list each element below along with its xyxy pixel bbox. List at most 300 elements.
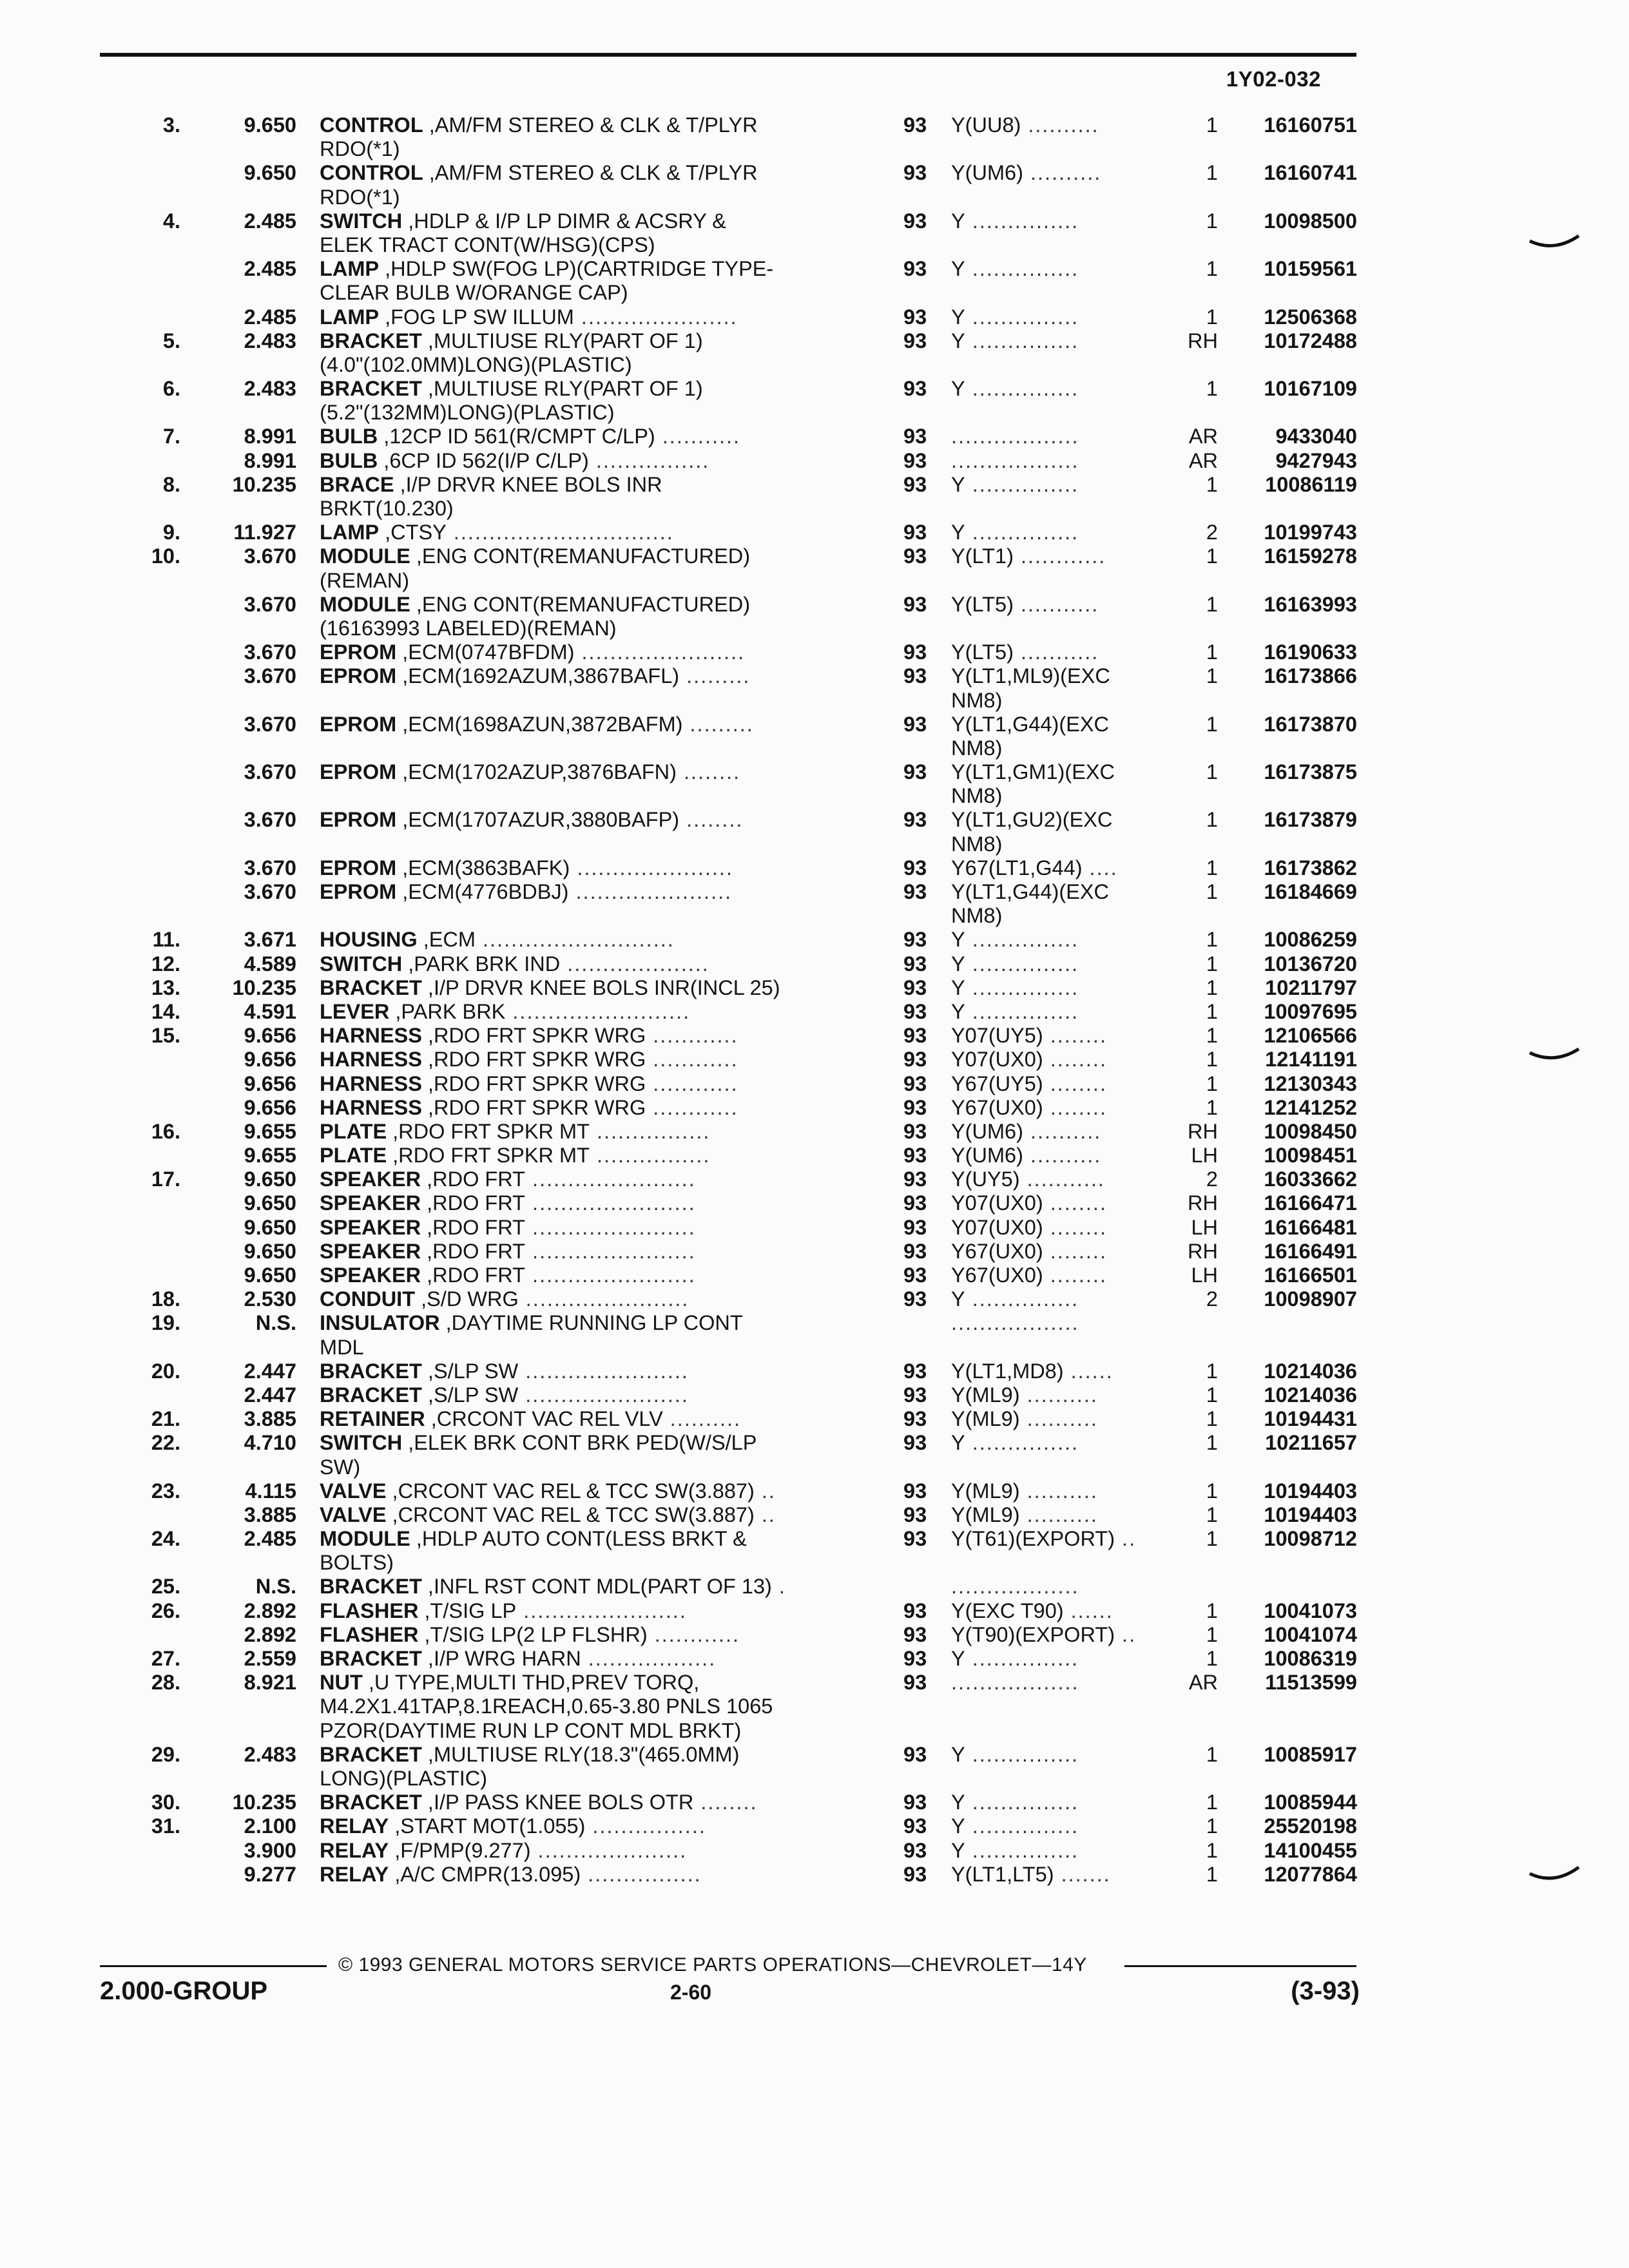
parts-row [0,617,1629,640]
group-number: 9.650 [244,1264,296,1287]
part-number: 10085944 [1264,1791,1357,1814]
model-year: 93 [903,952,927,975]
model-usage [951,593,1170,617]
part-number: 16173862 [1264,856,1357,879]
part-detail: ,ECM(1698AZUN,3872BAFM) [396,712,683,736]
part-description [320,976,854,1000]
part-number: 9427943 [1275,448,1357,472]
part-description [320,1287,854,1311]
part-name: BRACKET [320,1791,422,1814]
part-name: EPROM [320,640,397,664]
parts-row [0,1503,1629,1527]
model-year: 93 [903,377,927,401]
part-detail: ,HDLP SW(FOG LP)(CARTRIDGE TYPE- [379,257,774,281]
parts-row [0,1144,1629,1168]
leader-dots: ............... [965,305,1079,329]
figure-number: 17. [151,1168,180,1191]
part-name: EPROM [320,856,397,879]
parts-row [0,904,1629,928]
parts-row [0,640,1629,664]
part-detail: ,PARK BRK IND [402,952,561,975]
model-year: 93 [903,856,927,879]
part-description [320,640,854,664]
parts-row [0,1024,1629,1048]
part-number: 10194403 [1264,1503,1357,1526]
part-description [320,1336,854,1360]
part-description [320,1264,854,1287]
figure-number: 13. [151,975,180,999]
parts-row [0,1456,1629,1479]
part-description [320,449,854,473]
part-description [320,1431,854,1455]
leader-dots: .. [754,1479,776,1503]
model-usage [951,1431,1170,1455]
leader-dots: ....................... [525,1239,696,1263]
model-code: Y(LT1,ML9)(EXC [951,664,1110,688]
quantity: 1 [1206,640,1218,664]
leader-dots: .. [1115,1622,1137,1646]
parts-row [0,137,1629,161]
figure-number: 29. [151,1742,180,1766]
parts-row [0,1383,1629,1407]
parts-row [0,1287,1629,1311]
part-name: RELAY [320,1814,389,1838]
model-usage [951,952,1170,976]
part-number: 10098907 [1264,1287,1357,1311]
leader-dots: ............... [965,377,1079,401]
part-number: 10136720 [1264,952,1357,975]
parts-row [0,473,1629,497]
leader-dots: .................. [951,448,1079,472]
parts-row [0,353,1629,377]
leader-dots: .......... [1023,1144,1102,1168]
model-usage [951,1863,1170,1887]
figure-number: 31. [151,1814,180,1838]
part-number: 16184669 [1264,880,1357,903]
quantity: 1 [1206,999,1218,1023]
model-code: Y67(LT1,G44) [951,856,1083,879]
model-year: 93 [903,1095,927,1119]
model-year: 93 [903,1359,927,1383]
part-number: 12130343 [1264,1072,1357,1095]
parts-row [0,976,1629,1000]
part-detail: ,HDLP & I/P LP DIMR & ACSRY & [402,209,726,233]
model-code: Y [951,1838,965,1862]
part-detail: ,RDO FRT [421,1215,526,1239]
part-detail: ,T/SIG LP [418,1599,517,1622]
model-year: 93 [903,472,927,496]
group-number: 3.670 [244,592,296,616]
part-number: 16173879 [1264,808,1357,832]
figure-number: 9. [162,521,180,544]
part-number: 10041073 [1264,1599,1357,1622]
leader-dots: ............... [965,1742,1079,1766]
parts-row [0,1479,1629,1503]
part-number: 14100455 [1264,1838,1357,1862]
figure-number: 18. [151,1287,180,1311]
figure-number: 15. [151,1024,180,1048]
part-detail: ,ECM(3863BAFK) [396,856,570,879]
part-name: PLATE [320,1119,387,1143]
part-name: INSULATOR [320,1311,440,1335]
model-year: 93 [903,521,927,544]
leader-dots: ............ [646,1095,738,1119]
leader-dots: ........ [1043,1264,1107,1287]
part-detail: RDO(*1) [320,185,400,209]
leader-dots: ........... [655,425,741,448]
model-year: 93 [903,448,927,472]
quantity: 1 [1206,1072,1218,1095]
leader-dots: ...................... [570,856,733,879]
part-description [320,1839,854,1863]
part-detail: ,12CP ID 561(R/CMPT C/LP) [378,425,655,448]
quantity: LH [1191,1144,1218,1168]
leader-dots: ............ [646,1048,738,1072]
model-usage [951,1191,1170,1215]
figure-number: 23. [151,1479,180,1503]
part-number: 16160741 [1264,161,1357,185]
model-usage [951,425,1170,448]
quantity: 1 [1206,1479,1218,1503]
figure-number: 12. [151,952,180,975]
leader-dots: .................. [951,425,1079,448]
parts-row [0,449,1629,473]
model-year: 93 [903,544,927,568]
leader-dots: ......................... [505,999,691,1023]
quantity: 1 [1206,808,1218,832]
model-usage [951,305,1170,329]
quantity: 1 [1206,760,1218,784]
part-number: 12106566 [1264,1024,1357,1048]
group-number: 2.485 [244,209,296,233]
figure-number: 14. [151,999,180,1023]
part-description [320,329,854,353]
part-description [320,1024,854,1048]
part-description [320,569,854,593]
part-description [320,1575,854,1599]
model-usage [951,1240,1170,1264]
model-code: Y [951,472,965,496]
model-code: Y(T90)(EXPORT) [951,1622,1115,1646]
leader-dots: ........ [1043,1191,1107,1215]
leader-dots: ........ [693,1791,758,1814]
part-description [320,473,854,497]
model-year: 93 [903,1407,927,1431]
quantity: AR [1188,448,1218,472]
part-detail: SW) [320,1455,361,1479]
part-description [320,1719,854,1743]
part-description [320,1647,854,1671]
model-code: NM8) [951,736,1003,760]
model-usage [951,209,1170,233]
leader-dots: ...... [1063,1599,1113,1622]
leader-dots: .... [1082,856,1118,879]
part-name: BRACKET [320,1647,422,1670]
quantity: 1 [1206,209,1218,233]
part-name: BRACKET [320,1383,422,1407]
part-detail: CLEAR BULB W/ORANGE CAP) [320,281,628,305]
group-number: 8.991 [244,448,296,472]
quantity: 1 [1206,1024,1218,1048]
model-code: Y07(UX0) [951,1215,1043,1239]
model-usage [951,1144,1170,1168]
parts-row [0,425,1629,448]
part-detail: PZOR(DAYTIME RUN LP CONT MDL BRKT) [320,1718,742,1742]
model-code: Y [951,1791,965,1814]
group-number: 2.447 [244,1383,296,1407]
group-number: 9.656 [244,1095,296,1119]
parts-row [0,233,1629,257]
parts-row [0,832,1629,856]
part-name: LAMP [320,305,380,329]
part-detail: ,RDO FRT SPKR MT [387,1144,590,1168]
group-number: 2.892 [244,1599,296,1622]
leader-dots: .......... [1019,1503,1098,1526]
model-year: 93 [903,712,927,736]
figure-number: 11. [152,928,180,952]
leader-dots: ........ [676,760,741,784]
quantity: 1 [1206,952,1218,975]
part-number: 10211657 [1265,1431,1357,1455]
model-year: 93 [903,161,927,185]
group-number: 4.589 [244,952,296,975]
model-code: Y [951,1647,965,1670]
leader-dots: ............... [965,1647,1079,1670]
model-year: 93 [903,640,927,664]
parts-row [0,808,1629,832]
model-code: Y [951,1431,965,1455]
parts-row [0,1216,1629,1240]
part-name: BRACE [320,472,394,496]
parts-row [0,113,1629,137]
figure-number: 27. [151,1647,180,1670]
model-code: Y(UM6) [951,1119,1023,1143]
parts-row [0,1000,1629,1024]
model-year: 93 [903,1431,927,1455]
part-description [320,353,854,377]
model-year: 93 [903,1215,927,1239]
quantity: 1 [1206,1838,1218,1862]
leader-dots: .................. [951,1671,1079,1695]
model-code: Y(LT1,GM1)(EXC [951,760,1115,784]
part-detail: (4.0"(102.0MM)LONG)(PLASTIC) [320,352,632,376]
part-name: SWITCH [320,952,403,975]
leader-dots: ........ [1043,1048,1107,1072]
model-usage [951,640,1170,664]
quantity: 1 [1206,161,1218,185]
model-year: 93 [903,1168,927,1191]
model-code: NM8) [951,784,1003,808]
model-code: Y67(UX0) [951,1239,1043,1263]
parts-row [0,257,1629,281]
part-name: SPEAKER [320,1168,421,1191]
model-usage [951,113,1170,137]
part-detail: ,I/P DRVR KNEE BOLS INR(INCL 25) [421,975,780,999]
parts-row [0,1431,1629,1455]
model-year: 93 [903,209,927,233]
model-usage [951,976,1170,1000]
leader-dots: ........ [1043,1239,1107,1263]
part-description [320,713,854,736]
model-code: Y(UM6) [951,1144,1023,1168]
part-description [320,1096,854,1120]
parts-row [0,401,1629,425]
model-usage [951,1791,1170,1814]
model-usage [951,928,1170,952]
part-detail: (5.2"(132MM)LONG)(PLASTIC) [320,401,615,425]
part-number: 12077864 [1264,1862,1357,1886]
group-number: 2.485 [244,305,296,329]
part-number: 10098451 [1264,1144,1357,1168]
part-detail: ,I/P PASS KNEE BOLS OTR [421,1791,694,1814]
model-usage [951,521,1170,544]
model-usage [951,1503,1170,1527]
model-code: Y(UM6) [951,161,1023,185]
page-code: 1Y02-032 [1226,67,1321,91]
model-year: 93 [903,1791,927,1814]
model-year: 93 [903,1191,927,1215]
parts-row [0,713,1629,736]
model-year: 93 [903,1622,927,1646]
leader-dots: ................ [581,1862,702,1886]
quantity: 1 [1206,377,1218,401]
margin-mark [1528,1044,1580,1070]
part-description [320,1360,854,1383]
model-usage [951,1623,1170,1647]
part-description [320,257,854,281]
model-code: Y(LT5) [951,592,1014,616]
group-number: 2.559 [244,1647,296,1670]
model-usage [951,1647,1170,1671]
part-description [320,137,854,161]
group-number: 10.235 [232,472,296,496]
part-name: BRACKET [320,377,422,401]
model-year: 93 [903,760,927,784]
part-name: SPEAKER [320,1215,421,1239]
part-description [320,952,854,976]
model-usage [951,257,1170,281]
leader-dots: .. [754,1503,776,1526]
model-code: Y(ML9) [951,1407,1020,1431]
quantity: LH [1191,1264,1218,1287]
parts-row [0,209,1629,233]
leader-dots: ............... [965,1791,1079,1814]
parts-row [0,1120,1629,1144]
part-name: BULB [320,425,378,448]
part-description [320,617,854,640]
model-year: 93 [903,1647,927,1670]
group-number: 9.655 [244,1119,296,1143]
model-year: 93 [903,1119,927,1143]
quantity: 1 [1206,1407,1218,1431]
part-description [320,401,854,425]
model-usage [951,808,1170,832]
parts-row [0,305,1629,329]
part-description [320,1072,854,1096]
part-detail: ,ECM [417,928,476,952]
part-name: CONTROL [320,161,423,185]
leader-dots: ........................... [475,928,675,952]
part-detail: ,ENG CONT(REMANUFACTURED) [410,592,751,616]
part-name: BULB [320,448,378,472]
model-year: 93 [903,329,927,352]
model-code: Y(LT1,GU2)(EXC [951,808,1113,832]
part-number: 16166491 [1264,1239,1357,1263]
parts-row [0,1096,1629,1120]
model-code: Y(LT1,G44)(EXC [951,712,1110,736]
part-number: 10086259 [1264,928,1357,952]
group-number: 9.650 [244,1191,296,1215]
model-usage [951,760,1170,784]
part-detail: ,RDO FRT [421,1264,526,1287]
part-description [320,1623,854,1647]
quantity: AR [1188,425,1218,448]
part-name: LAMP [320,521,380,544]
part-name: BRACKET [320,1575,422,1599]
part-name: RELAY [320,1838,389,1862]
model-usage [951,1814,1170,1838]
part-number: 25520198 [1264,1814,1357,1838]
leader-dots: ............... [965,209,1079,233]
part-description [320,1695,854,1718]
leader-dots: ....................... [574,640,746,664]
leader-dots: .................. [951,1311,1079,1335]
part-detail: ,INFL RST CONT MDL(PART OF 13) [421,1575,772,1599]
leader-dots: ........ [1043,1215,1107,1239]
part-detail: ,AM/FM STEREO & CLK & T/PLYR [423,113,758,137]
parts-row [0,521,1629,544]
leader-dots: ........... [1019,1168,1105,1191]
model-code: Y07(UX0) [951,1048,1043,1072]
leader-dots: ................ [585,1814,706,1838]
part-number: 10167109 [1264,377,1357,401]
part-detail: ,U TYPE,MULTI THD,PREV TORQ, [362,1671,700,1695]
part-name: PLATE [320,1144,387,1168]
part-detail: ,ECM(1707AZUR,3880BAFP) [396,808,680,832]
leader-dots: .......... [662,1407,742,1431]
part-number: 10097695 [1264,999,1357,1023]
leader-dots: ...................... [574,305,738,329]
model-code: Y [951,952,965,975]
quantity: 1 [1206,305,1218,329]
part-number: 16166501 [1264,1264,1357,1287]
model-usage [951,1168,1170,1191]
figure-number: 10. [151,544,180,568]
model-year: 93 [903,1479,927,1503]
model-year: 93 [903,664,927,688]
part-name: CONDUIT [320,1287,416,1311]
model-usage [951,161,1170,185]
group-number: 3.670 [244,712,296,736]
part-description [320,593,854,617]
figure-number: 25. [151,1575,180,1599]
group-number: 3.900 [244,1838,296,1862]
part-number: 10194403 [1264,1479,1357,1503]
leader-dots: ....... [1054,1862,1111,1886]
figure-number: 22. [151,1431,180,1455]
parts-row [0,1072,1629,1096]
quantity: 1 [1206,257,1218,281]
parts-row [0,1527,1629,1551]
model-code: Y [951,209,965,233]
group-number: 9.277 [244,1862,296,1886]
part-description [320,1191,854,1215]
part-detail: ,RDO FRT SPKR WRG [421,1095,646,1119]
model-usage [951,1407,1170,1431]
part-name: BRACKET [320,1742,422,1766]
part-detail: ,RDO FRT [421,1239,526,1263]
part-name: HARNESS [320,1072,422,1095]
